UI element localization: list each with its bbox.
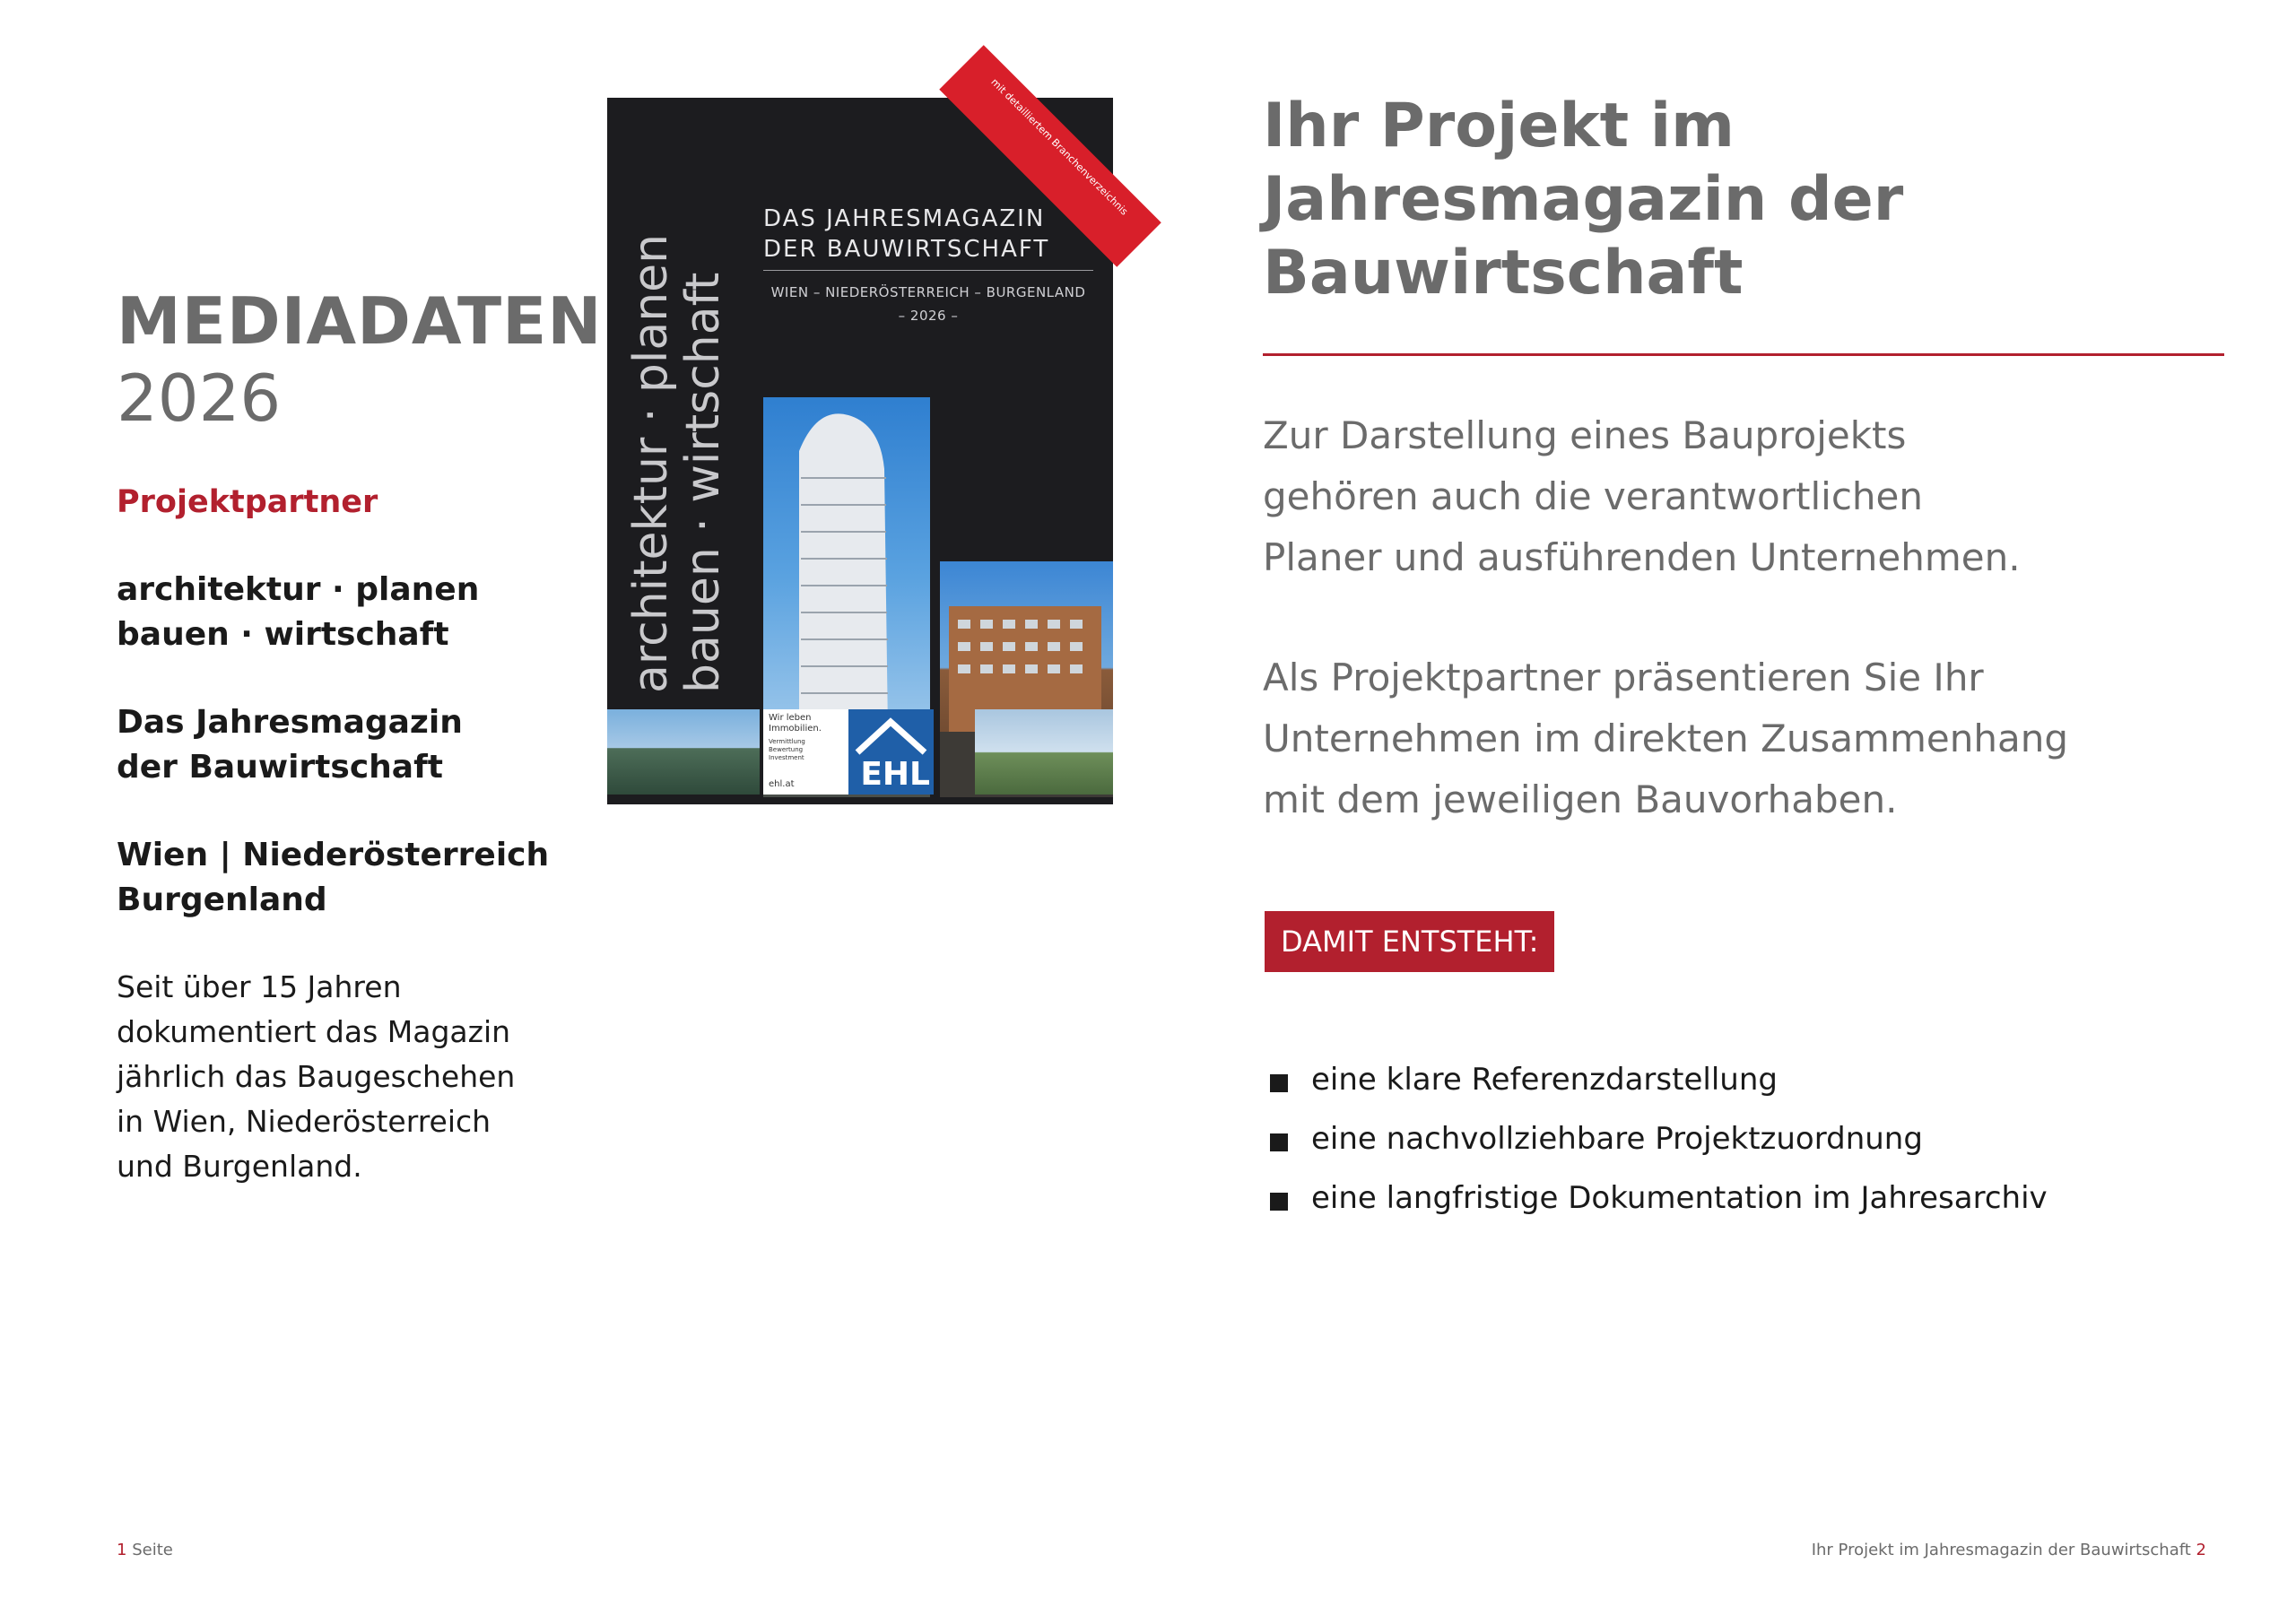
mediadaten-year: 2026 <box>117 360 282 436</box>
intro-line: Zur Darstellung eines Bauprojekts <box>1263 413 1907 457</box>
cover-ad-ehl <box>763 709 934 795</box>
magazine-name-line: architektur · planen <box>117 571 480 608</box>
bullet-square-icon <box>1270 1193 1288 1211</box>
list-item-text: eine nachvollziehbare Projektzuordnung <box>1311 1121 1923 1157</box>
partner-line: Unternehmen im direkten Zusammenhang <box>1263 716 2068 760</box>
bullet-square-icon <box>1270 1074 1288 1092</box>
mediadaten-title: MEDIADATEN <box>117 283 603 359</box>
cover-headline <box>763 204 1049 265</box>
footer-right <box>1812 1541 2206 1559</box>
ad-service-line: Investment <box>769 754 804 761</box>
page-title-line: Jahresmagazin der <box>1263 164 1904 235</box>
partner-line: Als Projektpartner präsentieren Sie Ihr <box>1263 656 1984 699</box>
magazine-name-block <box>117 568 479 657</box>
result-heading-badge: DAMIT ENTSTEHT: <box>1265 911 1554 972</box>
ehl-logo <box>848 709 934 795</box>
magazine-name-line: bauen · wirtschaft <box>117 616 449 653</box>
ad-text-line: Wir leben <box>769 713 812 723</box>
cover-spine-line: bauen · wirtschaft <box>676 272 730 693</box>
intro-line: Planer und ausführenden Unternehmen. <box>1263 535 2021 579</box>
intro-line: gehören auch die verantwortlichen <box>1263 474 1923 518</box>
ad-url: ehl.at <box>769 779 795 789</box>
cover-ribbon: mit detailliertem Branchenverzeichnis <box>939 45 1161 266</box>
list-item <box>1265 1062 2048 1098</box>
cover-regions-line: WIEN – NIEDERÖSTERREICH – BURGENLAND <box>770 284 1086 300</box>
list-item <box>1265 1121 2048 1157</box>
ad-service-line: Bewertung <box>769 746 804 753</box>
regions-block <box>117 833 549 923</box>
cover-year: – 2026 – <box>898 308 959 324</box>
list-item <box>1265 1180 2048 1216</box>
ad-text <box>769 713 822 762</box>
page-number-right: 2 <box>2196 1541 2206 1559</box>
page-number-left: 1 <box>117 1541 127 1559</box>
magazine-cover <box>607 75 1131 804</box>
cover-photo-residential <box>975 709 1113 795</box>
ad-services <box>769 738 822 762</box>
magazine-subtitle-line: der Bauwirtschaft <box>117 749 443 786</box>
magazine-subtitle-block <box>117 700 463 790</box>
description-line: jährlich das Baugeschehen <box>117 1059 516 1094</box>
footer-right-label: Ihr Projekt im Jahresmagazin der Bauwirtschaft <box>1811 1541 2191 1559</box>
cover-spine-title <box>625 110 729 693</box>
footer-left-label: Seite <box>132 1541 173 1559</box>
partner-line: mit dem jeweiligen Bauvorhaben. <box>1263 777 1898 821</box>
cover-divider <box>763 270 1093 271</box>
cover-headline-line: DAS JAHRESMAGAZIN <box>763 205 1046 232</box>
intro-paragraph <box>1263 405 2021 588</box>
description-line: Seit über 15 Jahren <box>117 969 402 1004</box>
title-divider <box>1263 353 2224 356</box>
description-line: in Wien, Niederösterreich <box>117 1104 491 1139</box>
page-title-line: Bauwirtschaft <box>1263 238 1744 308</box>
benefits-list <box>1265 1062 2048 1239</box>
list-item-text: eine klare Referenzdarstellung <box>1311 1062 1778 1098</box>
ehl-logo-text: EHL <box>860 756 930 793</box>
section-label: Projektpartner <box>117 484 378 520</box>
cover-regions <box>763 281 1093 327</box>
description-line: dokumentiert das Magazin <box>117 1014 511 1049</box>
ad-service-line: Vermittlung <box>769 738 805 745</box>
page-title-line: Ihr Projekt im <box>1263 91 1735 161</box>
description-line: und Burgenland. <box>117 1149 362 1184</box>
list-item-text: eine langfristige Dokumentation im Jahresarchiv <box>1311 1180 2048 1216</box>
regions-line: Burgenland <box>117 881 327 918</box>
magazine-subtitle-line: Das Jahresmagazin <box>117 704 463 741</box>
regions-line: Wien | Niederösterreich <box>117 837 550 873</box>
ad-text-line: Immobilien. <box>769 724 822 734</box>
footer-left <box>117 1541 173 1559</box>
partner-paragraph <box>1263 647 2068 830</box>
bullet-square-icon <box>1270 1133 1288 1151</box>
cover-headline-line: DER BAUWIRTSCHAFT <box>763 236 1050 263</box>
page-title <box>1263 90 1903 310</box>
cover-spine-line: architektur · planen <box>624 233 678 693</box>
cover-photo-lakeside <box>607 709 760 795</box>
magazine-description <box>117 965 520 1189</box>
